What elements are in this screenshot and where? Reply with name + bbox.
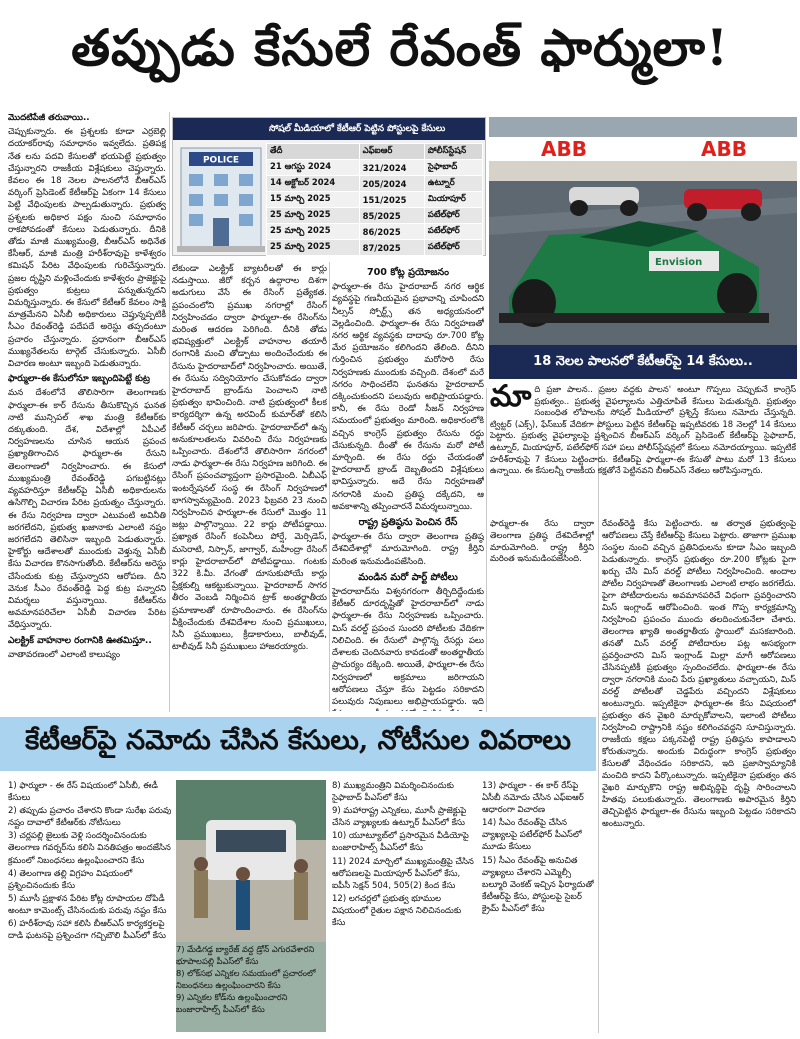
list-item: 15) సీఎం రేవంత్‌పై అనుచిత వ్యాఖ్యలు చేశారని ఎమ్మెల్సీ బల్మూరి వెంకట్‌ ఇచ్చిన ఫిర్యాదుతో కేటీఆర్‌పై కేసు, పోస్టులపై సైబర్‌ క్రైమ్‌ పీఎస్‌లో కేసు [482,855,594,914]
cell-date: 25 మార్చి 2025 [267,224,360,240]
cell-station: పటేల్‌ఫోర్‌ [424,224,482,240]
list-item: 8) లోక్‌సభ ఎన్నికల సమయంలో ప్రచారంలో నిబంధనలు ఉల్లంఘించారని కేసు [176,968,316,990]
cell-date: 25 మార్చి 2025 [267,240,360,256]
abb-banner-left: ABB [541,137,587,161]
cell-station: పటేల్‌ఫోర్‌ [424,240,482,256]
cases-list [176,944,326,1032]
article-column-3 [332,263,484,711]
list-item: 6) హరీశ్‌రావు సహా కలిసి బీఆర్‌ఎస్‌ కార్యకర్తలపై దాడి ఘటనపై ప్రశ్నించగా గచ్చిబౌలి పీఎస్‌లో కేసు [8,919,166,942]
list-item: 2) తప్పుడు ప్రచారం చేశారని కొండా సురేఖ పరువు నష్టం దావాలో కేటీఆర్‌కు నోటీసులు [8,806,172,829]
cases-list [482,780,594,1035]
cases-list [332,780,477,1035]
list-item: 11) 2024 మార్చిలో ముఖ్యమంత్రిపై చేసిన ఆరోపణలపై మియాపూర్‌ పీఎస్‌లో కేసు, ఐపీసీ సెక్షన్‌ 504, 505(2) కింద కేసు [332,856,474,891]
article-column-2 [172,263,327,711]
list-item: 10) యూట్యూబ్‌లో ప్రసారమైన వీడియోపై బంజారాహిల్స్‌ పీఎస్‌లో కేసు [332,831,469,854]
article-paragraph: ది ప్రజా పాలన.. ప్రజల వద్దకు పాలన' అంటూ గొప్పలు చెప్పుకునే కాంగ్రెస్‌ ప్రభుత్వం.. ప్రభుత్వ వైఫల్యాలను ఎత్తిచూపితే కేసులు పెడుతున్నది. ప్రభుత్వం సంబంధిత లోపాలను సోషల్‌ మీడియాలో ప్రశ్నిస్తే కేసులు నమోదు చేస్తున్నది. ట్విట్టర్‌ (ఎక్స్‌), ఫేస్‌బుక్‌ వేదికగా పోస్టులు పెట్టిన కేటీఆర్‌పై ఇప్పటివరకు 18 నెలల్లో 14 కేసులు పెట్టారు. ప్రభుత్వ వైఫల్యాలపై ప్రశ్నించిన బీఆర్‌ఎస్‌ వర్కింగ్‌ ప్రెసిడెంట్‌ కేటీఆర్‌పై సైఫాబాద్‌, ఉట్నూర్‌, మియాపూర్‌, పటేల్‌ఫోర్‌ సహా పలు పోలీస్‌స్టేషన్లలో కేసులు నమోదయ్యాయి. ఇప్పటికే హరీశ్‌రావుపై 7 కేసులు పెట్టించారు. కేటీఆర్‌పై ఫార్ములా-ఈ కేసుతో పాటు మరో 13 కేసులు ఉన్నాయి. ఈ కేసులన్నీ రాజకీయ కక్షతోనే పెట్టినవని బీఆర్‌ఎస్‌ నేతలు ఆరోపిస్తున్నారు. [490,384,796,476]
intro-dropcap: మా [490,384,532,414]
car-sponsor-label: Envision [655,257,703,268]
cell-station: సైఫాబాద్‌ [424,160,482,176]
table-row [267,208,483,224]
cell-fir: 151/2025 [359,192,424,208]
abb-banner-right: ABB [701,137,747,161]
photo-caption: 18 నెలల పాలనలో కేటీఆర్‌పై 14 కేసులు.. [489,345,797,379]
cell-fir: 86/2025 [359,224,424,240]
section-heading: ఫార్ములా-ఈ కేసులోనూ ఇబ్బందిపెట్టే కుట్ర [8,374,150,385]
article-paragraph: హైదరాబాద్‌ను విశ్వనగరంగా తీర్చిదిద్దేందుకు కేటీఆర్‌ దూరదృష్టితో హైదరాబాద్‌లో నాడు ఫార్ములా-ఈ రేసు నిర్వహణకు ఒప్పించారు. మిస్‌ వరల్డ్‌ ప్రపంచ సుందరి పోటీలకు వేదికగా నిలిచింది. ఈ రేసులో పాల్గొన్న రేసర్లు పలు దేశాలకు చెందినవారు కావడంతో అంతర్జాతీయ ప్రాచుర్యం దక్కింది. అయితే, ఫార్ములా-ఈ రేసు నిర్వహణలో అక్రమాలు జరిగాయని ఆరోపణలు చేస్తూ కేసు పెట్టడం సరికాదని పలువురు నిపుణులు అభిప్రాయపడ్డారు. ఇది [332,587,484,707]
table-row [267,176,483,192]
article-paragraph: రేవంత్‌రెడ్డి కేసు పెట్టించారు. ఆ తర్వాత ప్రభుత్వంపై ఆరోపణలు చేస్తే కేటీఆర్‌పై కేసులు పెట్టారు. తాజాగా ప్రముఖ సంస్థల నుంచి వచ్చిన ప్రతినిధులను కూడా సీఎం ఇబ్బంది పెడుతున్నారు. కాంగ్రెస్‌ ప్రభుత్వం రూ.200 కోట్లకు పైగా ఖర్చు చేసి మిస్‌ వరల్డ్‌ పోటీలు నిర్వహించింది. అందాల పోటీల నిర్వహణతో తెలంగాణకు ఎలాంటి లాభం జరగలేదు. పైగా పోటీదారులను అవమానపరిచే విధంగా ప్రవర్తించారని మిస్‌ ఇంగ్లాండ్‌ ఆరోపించింది. ఇంత గొప్ప కార్యక్రమాన్ని నిర్వహించి ప్రపంచం ముందు తలదించుకునేలా చేశారు. తెలంగాణ ఖ్యాతి అంతర్జాతీయ స్థాయిలో మసకబారింది. తనతో మిస్‌ వరల్డ్‌ పోటీదారుల పట్ల అసభ్యంగా ప్రవర్తించారని మిస్‌ ఇంగ్లాండ్‌ మిల్లా మాగీ ఆరోపణలు చేసినప్పటికీ ప్రభుత్వం స్పందించలేదు. ఫార్ములా-ఈ రేసు ద్వారా నగరానికి మంచి పేరు ప్రఖ్యాతులు వచ్చాయని, మిస్‌ వరల్డ్‌ పోటీలతో చెడ్డపేరు వచ్చిందని విశ్లేషకులు అంటున్నారు. ఇప్పటికైనా ఫార్ములా-ఈ కేసు విషయంలో ప్రభుత్వం తన వైఖరి మార్చుకోవాలని, ఇలాంటి పోటీలు నిర్వహించి రాష్ట్రానికి నష్టం కలిగించవద్దని సూచిస్తున్నారు. రాజకీయ కక్షలు పక్కనపెట్టి రాష్ట్ర ప్రతిష్ఠను కాపాడాలని కోరుతున్నారు. అందుకు విరుద్ధంగా కాంగ్రెస్‌ ప్రభుత్వం కేసులతో వేధించడం సరికాదని, ఇది ప్రజాస్వామ్యానికి మంచిది కాదని పేర్కొంటున్నారు. ఇప్పటికైనా ప్రభుత్వం తన వైఖరి మార్చుకొని రాష్ట్ర అభివృద్ధిపై దృష్టి సారించాలని హితవు పలుకుతున్నారు. తెలంగాణకు అపారమైన కీర్తిని తెచ్చిపెట్టిన ఫార్ములా-ఈ రేసును ఇబ్బంది పెట్టడం సరికాదని అంటున్నారు. [602,519,796,829]
cell-date: 14 అక్టోబర్‌ 2024 [267,176,360,192]
article-column-5 [602,518,796,1032]
article-paragraph: లేకుండా ఎలక్ట్రిక్‌ బ్యాటరీలతో ఈ కార్లు నడుస్తాయి. జీరో కర్బన ఉద్గారాల దిశగా అడుగులు వేసే ఈ రేసింగ్‌ ప్రత్యేకత. ప్రపంచంలోని ప్రముఖ నగరాల్లో రేసింగ్‌ నిర్వహించడం ద్వారా ఫార్ములా-ఈ రేసింగ్‌ను మరింత ఆదరణ పెరిగింది. దీనికి తోడు భవిష్యత్తులో ఎలక్ట్రిక్‌ వాహనాల తయారీ రంగానికి మంచి తోడ్పాటు అందించేందుకు ఈ రేసును హైదరాబాద్‌లో నిర్వహించారు. అయితే, ఈ రేసును సద్వినియోగం చేసుకోవడం ద్వారా హైదరాబాద్‌ బ్రాండ్‌ను పెంచాలని నాటి ప్రభుత్వం భావించింది. నాటి ప్రభుత్వంలో కీలక కార్యదర్శిగా ఉన్న అరవింద్‌ కుమార్‌తో కలిసి కేటీఆర్‌ చర్చలు జరిపారు. హైదరాబాద్‌లో ఉన్న అనుకూలతలను వివరించి రేసు నిర్వహణకు ఒప్పించారు. దేశంలోనే తొలిసారిగా నగరంలో నాడు ఫార్ములా-ఈ రేసు నిర్వహణ జరిగింది. ఈ రేసింగ్‌ ప్రపంచవ్యాప్తంగా ప్రసారమైంది. ఏబీఎఫ్‌ ఇంటర్నేషనల్‌ సంస్థ ఈ రేసింగ్‌ నిర్వహణలో భాగస్వామ్యమైంది. 2023 ఫిబ్రవరి 23 నుంచి నిర్వహించిన ఫార్ములా-ఈ రేసులో మొత్తం 11 జట్లు పాల్గొన్నాయి. 22 కార్లు పోటీపడ్డాయి. ప్రఖ్యాత రేసింగ్‌ కంపెనీలు పోర్షే, మెర్సిడెస్‌, మసెరాటి, నిస్సాన్‌, జాగ్వార్‌, మహీంద్రా రేసింగ్‌ కార్లు హైదరాబాద్‌లో పోటీపడ్డాయి. గంటకు 322 కి.మీ. వేగంతో దూసుకుపోయే కార్లు ప్రేక్షకుల్ని ఆకట్టుకున్నాయి. హైదరాబాద్‌ సాగర తీరం వెంబడి నిర్మించిన ట్రాక్‌ అంతర్జాతీయ ప్రమాణాలతో రూపొందించారు. ఈ రేసింగ్‌ను వీక్షించేందుకు దేశవిదేశాల నుంచి ప్రముఖులు, సినీ ప్రముఖులు, క్రీడాకారులు, బాలీవుడ్‌, టాలీవుడ్‌ సినీ ప్రముఖులు హాజరయ్యారు. [172,264,327,653]
list-item: 4) తెలంగాణ తల్లి విగ్రహం విషయంలో ప్రశ్నించినందుకు కేసు [8,868,133,891]
column-header: పోలీస్‌స్టేషన్‌ [424,144,482,160]
continuation-kicker: మొదటిపేజీ తరువాయి.. [8,113,90,123]
list-item: 5) మూసీ ప్రక్షాళన పేరిట కోట్ల రూపాయల దోపిడీ అంటూ కామెంట్స్‌ చేసినందుకు పరువు నష్టం కేసు [8,893,167,916]
section-heading: రాష్ట్ర ప్రతిష్ఠను పెంచిన రేస్‌ [358,517,458,529]
column-header: తేదీ [267,144,360,160]
cell-station: మియాపూర్‌ [424,192,482,208]
police-scene-image [176,780,326,942]
police-station-illustration [177,142,265,252]
article-column-4 [490,518,594,712]
cell-date: 25 మార్చి 2025 [267,208,360,224]
cell-date: 21 ఆగస్టు 2024 [267,160,360,176]
cases-section-banner: కేటీఆర్‌పై నమోదు చేసిన కేసులు, నోటీసుల వివరాలు [0,717,596,771]
intro-article [490,384,796,514]
column-header: ఎఫ్‌ఐఆర్‌ [359,144,424,160]
cases-table [266,143,483,256]
table-title: సోషల్‌ మీడియాలో కేటీఆర్‌ పెట్టిన పోస్టులపై కేసులు [173,118,485,140]
cases-list [8,780,173,1035]
column-divider [329,262,330,712]
article-column-1 [8,112,166,712]
cell-station: ఉట్నూర్‌ [424,176,482,192]
cell-station: పటేల్‌ఫోర్‌ [424,208,482,224]
article-paragraph: వాతావరణంలో ఎలాంటి కాలుష్యం [8,649,121,660]
article-paragraph: మన దేశంలోనే తొలిసారిగా తెలంగాణకు ఫార్ములా-ఈ కార్‌ రేసును తీసుకొచ్చిన ఘనత నాటి మున్సిపల్‌ శాఖ మంత్రి కేటీఆర్‌కు దక్కుతుంది. దేశ, విదేశాల్లో ఏపీఎల్‌ నిర్వహణలను చూసిన ఆయన ప్రపంచ ప్రఖ్యాతిగాంచిన ఫార్ములా-ఈ రేసుని తెలంగాణలో నిర్వహించారు. ఈ కేసులో ముఖ్యమంత్రి రేవంత్‌రెడ్డి పగబట్టినట్లు వ్యవహరిస్తూ కేటీఆర్‌పై ఏసీబీ అధికారులను ఉసిగొల్పి విచారణ పేరిట ప్రయత్నం చేస్తున్నారు. ఈ రేసు నిర్వహణ ద్వారా ఎటువంటి అవినీతి జరగలేదని, ప్రభుత్వ ఖజానాకు ఎలాంటి నష్టం జరగలేదని తెలిసినా ఇబ్బంది పెడుతున్నారు. హైకోర్టు ఆదేశాలతో ముందుకు వెళ్తున్న ఏసీబీ కేసు విచారణ కొనసాగుతోంది. కేటీఆర్‌ను అరెస్టు చేసేందుకు కుట్ర చేస్తున్నారని ఆరోపణ. దీని వెనుక సీఎం రేవంత్‌రెడ్డి పెద్ద కుట్ర పన్నారని విమర్శలు వస్తున్నాయి. కేటీఆర్‌ను అవమానపరిచేలా ఏసీబీ విచారణ పేరిట వేధిస్తున్నారు. [8,388,166,631]
list-item: 12) లగచర్లలో ప్రభుత్వ భూముల విషయంలో రైతుల పక్షాన నిలిచినందుకు కేసు [332,893,462,929]
column-divider [169,112,170,712]
list-item: 9) ఎన్నికల కోడ్‌ను ఉల్లంఘించారని బంజారాహిల్స్‌ పీఎస్‌లో కేసు [176,992,288,1014]
table-row [267,160,483,176]
article-paragraph: ఫార్ములా-ఈ రేసు హైదరాబాద్‌ నగర ఆర్థిక వ్యవస్థపై గణనీయమైన ప్రభావాన్ని చూపిందని నీల్సన్‌ స్పోర్ట్స్‌ తన అధ్యయనంలో వెల్లడించింది. ఫార్ములా-ఈ రేసు నిర్వహణతో నగర ఆర్థిక వ్యవస్థకు దాదాపు రూ.700 కోట్ల మేర ప్రయోజనం కలిగిందని తేలింది. దీనిని గుర్తించిన ప్రభుత్వం మరోసారి రేసు నిర్వహణకు ముందుకు వచ్చింది. దేశంలో మరే నగరం సాధించలేని ఘనతను హైదరాబాద్‌ దక్కించుకుందని పలువురు అభిప్రాయపడ్డారు. కానీ, ఈ రేసు రెండో సీజన్‌ నిర్వహణ సమయంలో ప్రభుత్వం మారింది. అధికారంలోకి వచ్చిన కాంగ్రెస్‌ ప్రభుత్వం రేసును రద్దు చేసుకున్నది. దీంతో ఈ రేసును మరో పోటీ మార్చింది. ఈ రేసు రద్దు చేయడంతో హైదరాబాద్‌ బ్రాండ్‌ దెబ్బతిందని విశ్లేషకులు భావిస్తున్నారు. అదే రేసు నిర్వహణతో నగరానికి మంచి ప్రతిష్ఠ దక్కేదని, ఆ అవకాశాన్ని తప్పించారనే విమర్శలున్నాయి. [332,282,484,512]
section-heading: మండిన మరో పార్ట్‌ పోటీలు [358,571,458,583]
table-row [267,224,483,240]
article-paragraph: చెప్పుకున్నారు. ఈ ప్రశ్నలకు కూడా ఎర్రబెల్లి దయాకర్‌రావు సమాధానం ఇవ్వలేదు. ప్రతిపక్ష నేత లను పదవి కేసులతో భయపెట్టే ప్రభుత్వం చేస్తున్నారని రాజకీయ విశ్లేషకులు చెప్తున్నారు. కేవలం ఈ 18 నెలల పాలనలోనే బీఆర్‌ఎస్‌ వర్కింగ్‌ ప్రెసిడెంట్‌ కేటీఆర్‌పై ఏకంగా 14 కేసులు పెట్టి వేధింపులకు పాల్పడుతున్నారు. ప్రభుత్వ ప్రశ్నలకు అధికార పక్షం నుంచి సమాధానం రాకపోవడంతో కేసులు పెడుతున్నారు. దీనికి తోడు మాజీ ముఖ్యమంత్రి, బీఆర్‌ఎస్‌ అధినేత కేసీఆర్‌, మాజీ మంత్రి హరీశ్‌రావుపై కాళేశ్వరం కమిషన్‌ పేరిట వేధింపులకు గురిచేస్తున్నారు. ప్రజల దృష్టిని మళ్లించేందుకు కాళేశ్వరం ప్రాజెక్టుపై ప్రభుత్వం కుట్రలు పన్నుతున్నదని విమర్శిస్తున్నారు. ఈ కేసులో కేటీఆర్‌ కేవలం సాక్షి మాత్రమేనని ఏసీబీ అధికారులు చెప్తున్నప్పటికీ సీఎం రేవంత్‌రెడ్డి పదేపదే అరెస్టు తప్పదంటూ ప్రచారం చేస్తున్నారు. ప్రధానంగా బీఆర్‌ఎస్‌ ముఖ్యనేతలను టార్గెట్‌ చేసుకున్నారు. ఏసీబీ విచారణ అంటూ ఇబ్బంది పెడుతున్నారు. [8,127,166,370]
cell-date: 15 మార్చి 2025 [267,192,360,208]
list-item: 1) ఫార్ములా - ఈ రేస్‌ విషయంలో ఏసీబీ, ఈడీ కేసులు [8,781,158,804]
column-divider [486,388,487,712]
police-sign: POLICE [202,155,240,166]
formula-e-race-photo [489,117,797,345]
cell-fir: 87/2025 [359,240,424,256]
section-heading: ఎలక్ట్రిక్‌ వాహనాల రంగానికి ఊతమిస్తూ.. [8,635,152,646]
article-paragraph: ఫార్ములా-ఈ రేసు ద్వారా తెలంగాణ ప్రతిష్ఠ దేశవిదేశాల్లో మారుమోగింది. రాష్ట్ర కీర్తిని మరింత ఇనుమడింపజేసింది. [332,532,484,567]
list-item: 13) ఫార్ములా - ఈ కార్‌ రేస్‌పై ఏసీబీ నమోదు చేసిన ఎఫ్‌ఐఆర్‌ ఆధారంగా విచారణ [482,781,584,816]
cases-table-box [172,117,486,256]
list-item: 7) మేడిగడ్డ బ్యారేజ్‌ వద్ద డ్రోన్‌ ఎగురవేశారని భూపాలపల్లి పీఎస్‌లో కేసు [176,944,315,966]
list-item: 14) సీఎం రేవంత్‌పై చేసిన వ్యాఖ్యలపై పటేల్‌ఫోర్‌ పీఎస్‌లో మూడు కేసులు [482,818,582,853]
page-headline: తప్పుడు కేసులే రేవంత్‌ ఫార్ములా! [71,18,729,77]
section-heading: 700 కోట్ల ప్రయోజనం [366,267,450,278]
cell-fir: 205/2024 [359,176,424,192]
list-item: 8) ముఖ్యమంత్రిని విమర్శించినందుకు సైఫాబాద్‌ పీఎస్‌లో కేసు [332,781,454,804]
table-row [267,192,483,208]
list-item: 3) చర్లపల్లి జైలుకు వెళ్లి సందర్శించినందుకు తెలంగాణ గవర్నర్‌ను కలిసి వినతిపత్రం అందజేసిన క్రమంలో నిబంధనలు ఉల్లంఘించారని కేసు [8,831,171,866]
list-item: 9) మహారాష్ట్ర ఎన్నికలు, మూసీ ప్రాజెక్టుపై చేసిన వ్యాఖ్యలకు ఉట్నూర్‌ పీఎస్‌లో కేసు [332,806,467,829]
cell-fir: 321/2024 [359,160,424,176]
police-vehicle-photo [176,780,326,1032]
table-header-row [267,144,483,160]
article-paragraph: ఫార్ములా-ఈ రేసు ద్వారా తెలంగాణ ప్రతిష్ఠ దేశవిదేశాల్లో మారుమోగింది. రాష్ట్ర కీర్తిని మరింత ఇనుమడింపజేసింది. [490,518,594,564]
race-scene-image [489,117,797,345]
table-row [267,240,483,256]
cell-fir: 85/2025 [359,208,424,224]
